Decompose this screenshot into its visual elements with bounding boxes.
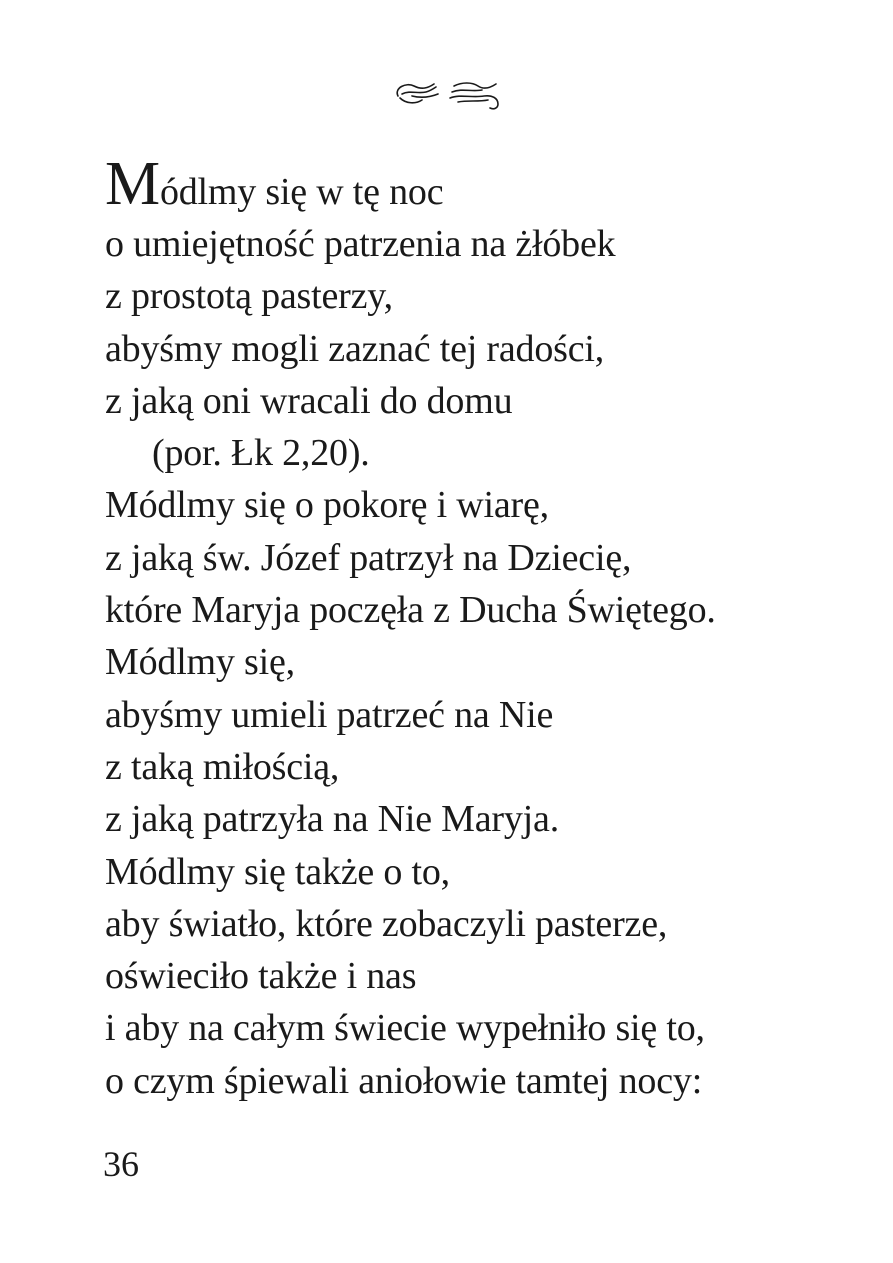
poem-line: z prostotą pasterzy, <box>105 275 393 318</box>
scripture-reference: (por. Łk 2,20). <box>152 432 370 475</box>
poem-line: abyśmy umieli patrzeć na Nie <box>105 693 554 736</box>
poem-line: oświeciło także i nas <box>105 955 417 998</box>
poem-line: Módlmy się o pokorę i wiarę, <box>105 484 549 527</box>
poem-line: z taką miłością, <box>105 745 340 788</box>
poem-first-line <box>105 150 865 218</box>
poem-line: które Maryja poczęła z Ducha Świętego. <box>105 589 716 632</box>
poem-line: Módlmy się, <box>105 641 295 684</box>
poem-line: z jaką oni wracali do domu <box>105 379 513 422</box>
flourish-ornament-icon <box>392 76 504 116</box>
poem-line: o umiejętność patrzenia na żłóbek <box>105 223 616 265</box>
poem-line: o czym śpiewali aniołowie tamtej nocy: <box>105 1059 703 1102</box>
poem-line: i aby na całym świecie wypełniło się to, <box>105 1007 705 1050</box>
poem-line: z jaką patrzyła na Nie Maryja. <box>105 798 559 841</box>
poem-line: z jaką św. Józef patrzył na Dziecię, <box>105 536 632 579</box>
poem-line: aby światło, które zobaczyli pasterze, <box>105 902 668 945</box>
page-number: 36 <box>103 1144 139 1184</box>
drop-cap: M <box>105 150 160 218</box>
first-line-text: ódlmy się w tę noc <box>159 171 444 213</box>
poem-line: abyśmy mogli zaznać tej radości, <box>105 327 605 370</box>
poem-line: Módlmy się także o to, <box>105 850 450 893</box>
prayer-text <box>105 150 865 1107</box>
